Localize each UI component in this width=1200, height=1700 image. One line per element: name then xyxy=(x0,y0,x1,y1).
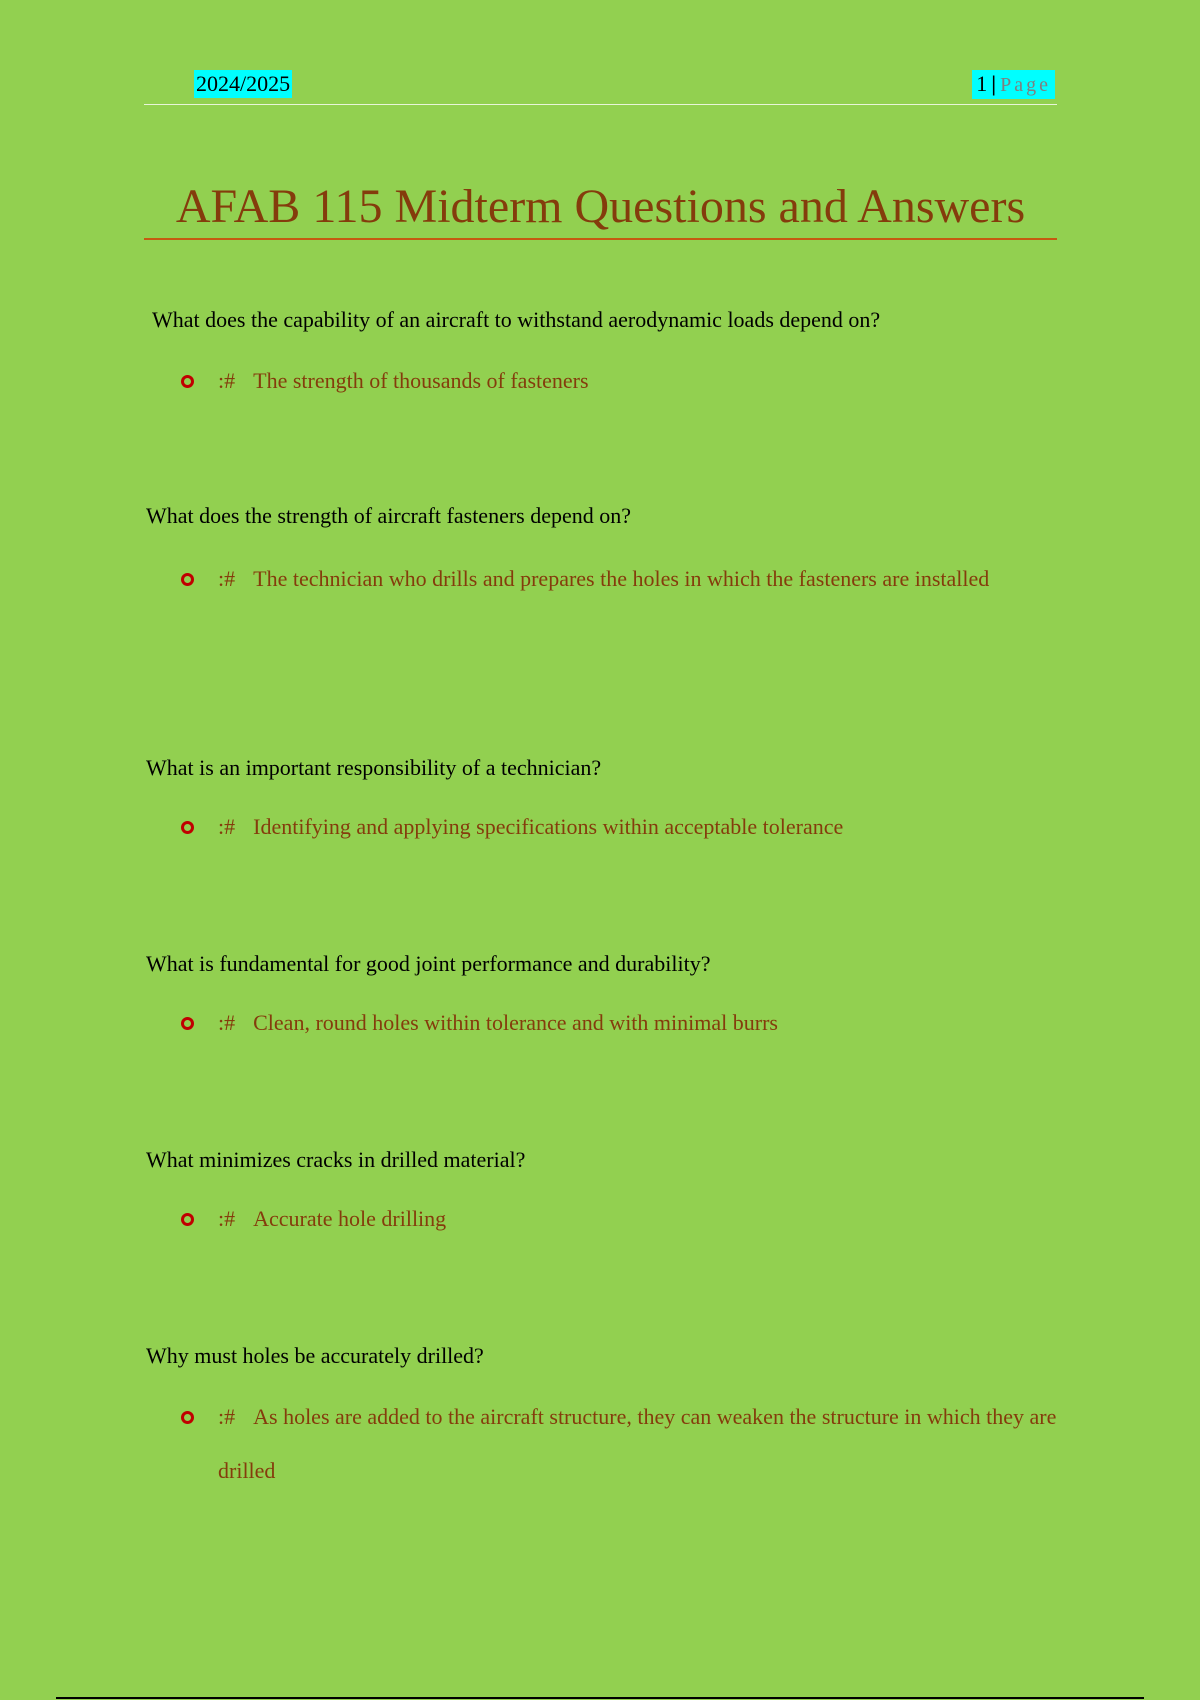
qa-item xyxy=(146,1342,1066,1498)
circle-bullet-icon xyxy=(181,821,194,834)
answer-item xyxy=(218,996,1066,1050)
answer-item xyxy=(218,1390,1058,1498)
header-page-number xyxy=(972,70,1055,99)
page-separator: | xyxy=(991,71,997,96)
page-word: Page xyxy=(1000,74,1051,96)
answer-prefix: :# xyxy=(218,368,236,393)
answer-item xyxy=(218,354,1072,408)
answer-prefix: :# xyxy=(218,566,236,591)
answer-text: Accurate hole drilling xyxy=(253,1206,447,1231)
qa-item xyxy=(152,306,1072,408)
answer-text: Clean, round holes within tolerance and with minimal burrs xyxy=(253,1010,778,1035)
question-text: What is fundamental for good joint performance and durability? xyxy=(146,951,711,976)
answer-item xyxy=(218,1192,1066,1246)
answer-prefix: :# xyxy=(218,1010,236,1035)
document-title: AFAB 115 Midterm Questions and Answers xyxy=(144,180,1057,240)
answer-prefix: :# xyxy=(218,814,236,839)
answer-text: Identifying and applying specifications within acceptable tolerance xyxy=(253,814,844,839)
circle-bullet-icon xyxy=(181,573,194,586)
answer-item xyxy=(218,552,1028,606)
answer-item xyxy=(218,800,1066,854)
qa-item xyxy=(146,1146,1066,1246)
qa-item xyxy=(146,754,1066,854)
footer-divider xyxy=(56,1697,1144,1699)
question-text: Why must holes be accurately drilled? xyxy=(146,1343,484,1368)
question-text: What does the strength of aircraft fasteners depend on? xyxy=(146,503,632,528)
question-text: What minimizes cracks in drilled material? xyxy=(146,1147,526,1172)
page-header xyxy=(144,68,1057,105)
page-number: 1 xyxy=(976,71,988,96)
question-text: What is an important responsibility of a technician? xyxy=(146,755,602,780)
circle-bullet-icon xyxy=(181,1411,194,1424)
question-text: What does the capability of an aircraft to withstand aerodynamic loads depend on? xyxy=(152,307,881,332)
answer-text: As holes are added to the aircraft structure, they can weaken the structure in which they are drilled xyxy=(218,1404,1057,1483)
answer-text: The strength of thousands of fasteners xyxy=(253,368,589,393)
answer-prefix: :# xyxy=(218,1404,236,1429)
circle-bullet-icon xyxy=(181,375,194,388)
circle-bullet-icon xyxy=(181,1017,194,1030)
answer-prefix: :# xyxy=(218,1206,236,1231)
circle-bullet-icon xyxy=(181,1213,194,1226)
qa-item xyxy=(146,502,1066,606)
qa-item xyxy=(146,950,1066,1050)
answer-text: The technician who drills and prepares the holes in which the fasteners are installed xyxy=(253,566,990,591)
header-year: 2024/2025 xyxy=(196,71,291,96)
